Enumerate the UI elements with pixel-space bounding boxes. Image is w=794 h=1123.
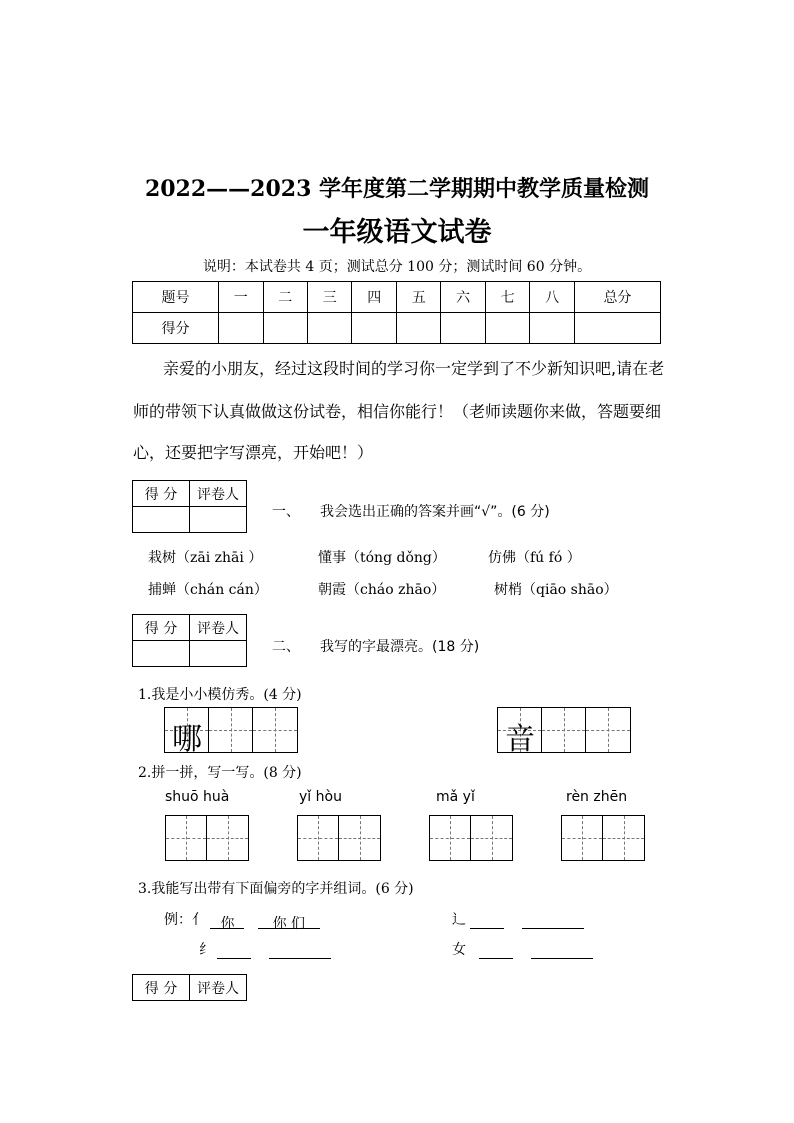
writing-grid[interactable] <box>561 815 645 861</box>
writing-grid[interactable] <box>429 815 513 861</box>
grader-reviewer-label: 评卷人 <box>190 481 247 507</box>
grader-box-3 <box>132 974 247 1001</box>
answer-blank[interactable] <box>269 943 331 959</box>
grader-score-cell[interactable] <box>133 641 190 667</box>
score-header-cell: 题号 <box>133 282 219 313</box>
grader-score-label: 得 分 <box>133 481 190 507</box>
section-2-title: 我写的字最漂亮。(18 分) <box>320 639 480 655</box>
copy-grid-2[interactable] <box>497 707 631 757</box>
score-cell[interactable] <box>441 313 485 344</box>
score-header-cell: 三 <box>307 282 351 313</box>
answer-blank[interactable] <box>522 913 584 929</box>
score-cell[interactable] <box>352 313 396 344</box>
score-header-cell: 总分 <box>574 282 660 313</box>
intro-line-2: 师的带领下认真做做这份试卷，相信你能行！（老师读题你来做，答题要细 <box>133 402 662 421</box>
score-header-cell: 八 <box>530 282 574 313</box>
answer-blank[interactable] <box>470 913 504 929</box>
score-cell[interactable] <box>396 313 440 344</box>
intro-line-1: 亲爱的小朋友，经过这段时间的学习你一定学到了不少新知识吧,请在老 <box>163 359 665 378</box>
grader-reviewer-label: 评卷人 <box>190 615 247 641</box>
choice-item: 懂事（tóng dǒng） <box>318 550 446 566</box>
exam-subtitle: 一年级语文试卷 <box>302 217 492 248</box>
pinyin-label: shuō huà <box>165 789 230 805</box>
choice-item: 仿佛（fú fó ） <box>488 550 581 566</box>
grader-score-cell[interactable] <box>133 507 190 533</box>
question-3-label: 3.我能写出带有下面偏旁的字并组词。(6 分) <box>138 881 414 897</box>
choice-item: 栽树（zāi zhāi ） <box>148 550 263 566</box>
pinyin-label: rèn zhēn <box>566 789 628 805</box>
radical-row <box>452 909 584 929</box>
answer-blank[interactable] <box>479 943 513 959</box>
model-character: 音 <box>505 722 535 757</box>
score-header-cell: 七 <box>485 282 529 313</box>
section-1-number: 一、 <box>272 504 300 520</box>
score-cell[interactable] <box>485 313 529 344</box>
score-table <box>132 281 661 344</box>
grader-box-1 <box>132 480 247 533</box>
example-prefix: 例：亻 <box>164 912 206 928</box>
copy-grid-1[interactable] <box>164 707 298 757</box>
score-table-header-row <box>133 282 661 313</box>
exam-title: 2022——2023 学年度第二学期期中教学质量检测 <box>144 176 650 202</box>
grader-score-label: 得 分 <box>133 615 190 641</box>
score-header-cell: 四 <box>352 282 396 313</box>
pinyin-label: yǐ hòu <box>299 789 342 805</box>
grader-reviewer-label: 评卷人 <box>190 975 247 1001</box>
radical-row <box>199 939 331 959</box>
radical-label: 女 <box>452 942 466 958</box>
score-cell[interactable] <box>530 313 574 344</box>
section-2-number: 二、 <box>272 639 300 655</box>
grader-score-label: 得 分 <box>133 975 190 1001</box>
question-2-label: 2.拼一拼，写一写。(8 分) <box>138 765 302 781</box>
example-char: 你 <box>210 913 244 929</box>
radical-label: 纟 <box>199 942 213 958</box>
score-table-score-row <box>133 313 661 344</box>
model-character: 哪 <box>172 722 202 757</box>
choice-item: 捕蝉（chán cán） <box>148 582 268 598</box>
question-1-label: 1.我是小小模仿秀。(4 分) <box>138 687 302 703</box>
grader-reviewer-cell[interactable] <box>190 507 247 533</box>
grader-reviewer-cell[interactable] <box>190 641 247 667</box>
radical-label: 辶 <box>452 912 466 928</box>
score-cell[interactable] <box>307 313 351 344</box>
score-header-cell: 六 <box>441 282 485 313</box>
score-header-cell: 五 <box>396 282 440 313</box>
score-header-cell: 二 <box>263 282 307 313</box>
answer-blank[interactable] <box>531 943 593 959</box>
writing-grid[interactable] <box>297 815 381 861</box>
writing-grid[interactable] <box>165 815 249 861</box>
score-row-label: 得分 <box>133 313 219 344</box>
intro-line-3: 心，还要把字写漂亮，开始吧！） <box>133 443 374 462</box>
radical-example <box>164 909 320 932</box>
choice-item: 朝霞（cháo zhāo） <box>318 582 446 598</box>
score-cell[interactable] <box>219 313 263 344</box>
choice-item: 树梢（qiāo shāo） <box>494 582 618 598</box>
section-1-title: 我会选出正确的答案并画“√”。(6 分) <box>320 504 550 520</box>
answer-blank[interactable] <box>217 943 251 959</box>
score-cell[interactable] <box>263 313 307 344</box>
score-header-cell: 一 <box>219 282 263 313</box>
radical-row <box>452 939 593 959</box>
exam-note: 说明：本试卷共 4 页；测试总分 100 分；测试时间 60 分钟。 <box>202 259 592 275</box>
grader-box-2 <box>132 614 247 667</box>
pinyin-label: mǎ yǐ <box>436 789 475 805</box>
example-word: 你 们 <box>258 913 320 929</box>
score-cell[interactable] <box>574 313 660 344</box>
